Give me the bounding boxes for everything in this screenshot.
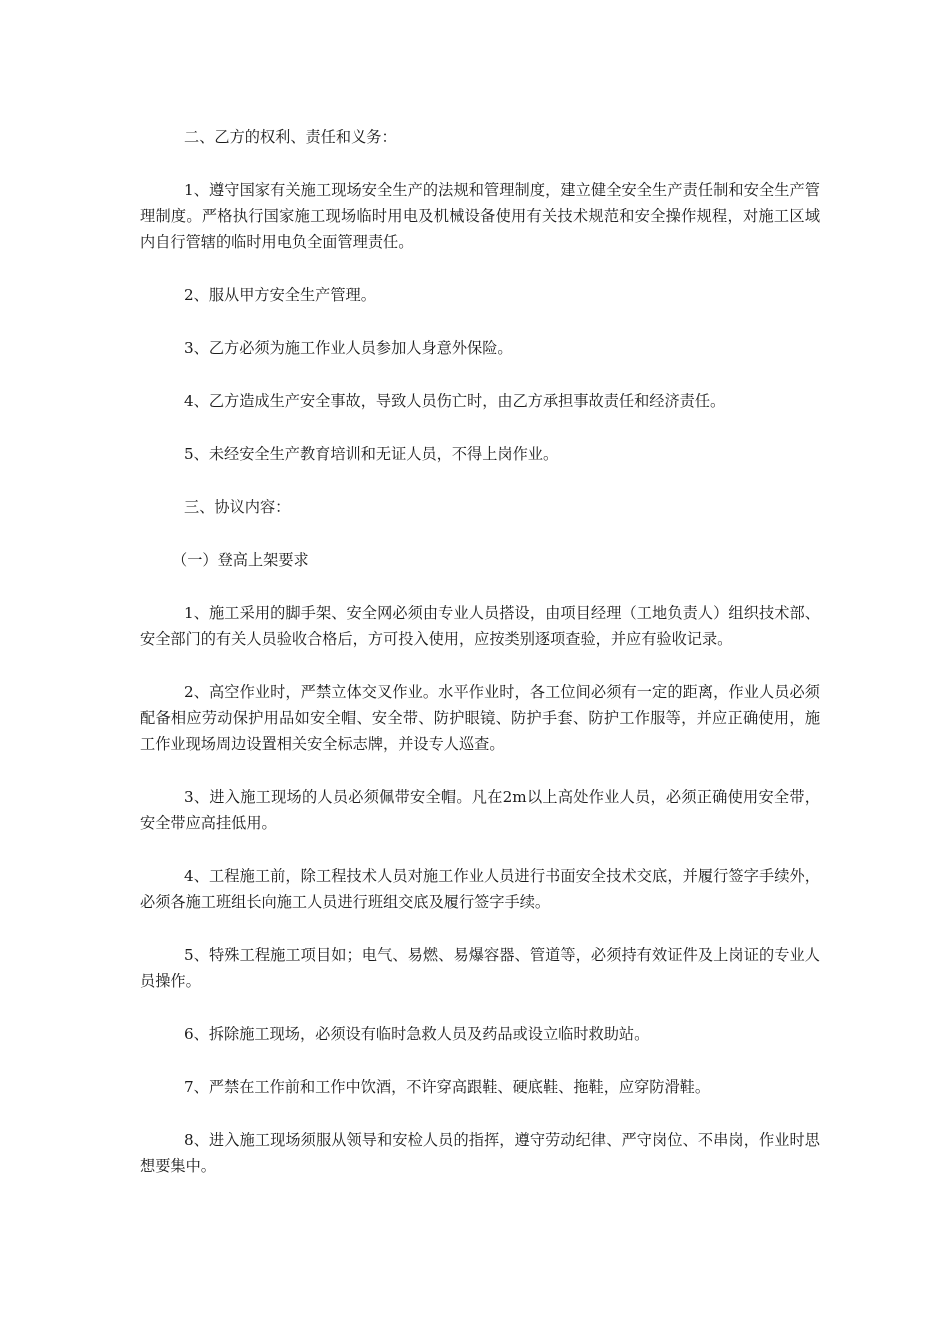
subsection-heading-climbing: （一）登高上架要求 [172,551,309,569]
paragraph-b-3: 3、乙方必须为施工作业人员参加人身意外保险。 [184,339,513,357]
paragraph-climb-7: 7、严禁在工作前和工作中饮酒，不许穿高跟鞋、硬底鞋、拖鞋，应穿防滑鞋。 [184,1078,711,1096]
paragraph-b-2: 2、服从甲方安全生产管理。 [184,286,376,304]
section-heading-agreement-content: 三、协议内容： [184,498,291,516]
paragraph-climb-3: 3、进入施工现场的人员必须佩带安全帽。凡在2m以上高处作业人员，必须正确使用安全带，安全带应高挂低用。 [140,788,820,832]
paragraph-climb-4: 4、工程施工前，除工程技术人员对施工作业人员进行书面安全技术交底，并履行签字手续外，必须各施工班组长向施工人员进行班组交底及履行签字手续。 [140,867,820,911]
document-body [140,124,820,1206]
paragraph-climb-5: 5、特殊工程施工项目如；电气、易燃、易爆容器、管道等，必须持有效证件及上岗证的专业人员操作。 [140,946,820,990]
paragraph-climb-8: 8、进入施工现场须服从领导和安检人员的指挥，遵守劳动纪律、严守岗位、不串岗，作业时思想要集中。 [140,1131,820,1175]
paragraph-climb-1: 1、施工采用的脚手架、安全网必须由专业人员搭设，由项目经理（工地负责人）组织技术部、安全部门的有关人员验收合格后，方可投入使用，应按类别逐项查验，并应有验收记录。 [140,604,820,648]
paragraph-climb-2: 2、高空作业时，严禁立体交叉作业。水平作业时，各工位间必须有一定的距离，作业人员必须配备相应劳动保护用品如安全帽、安全带、防护眼镜、防护手套、防护工作服等，并应正确使用，施工作业现场周边设置相关安全标志牌，并设专人巡查。 [140,683,820,753]
paragraph-climb-6: 6、拆除施工现场，必须设有临时急救人员及药品或设立临时救助站。 [184,1025,650,1043]
paragraph-b-1: 1、遵守国家有关施工现场安全生产的法规和管理制度，建立健全安全生产责任制和安全生产管理制度。严格执行国家施工现场临时用电及机械设备使用有关技术规范和安全操作规程，对施工区域内自行管辖的临时用电负全面管理责任。 [140,181,820,251]
paragraph-b-5: 5、未经安全生产教育培训和无证人员，不得上岗作业。 [184,445,559,463]
section-heading-party-b-rights: 二、乙方的权利、责任和义务： [184,128,397,146]
paragraph-b-4: 4、乙方造成生产安全事故，导致人员伤亡时，由乙方承担事故责任和经济责任。 [184,392,726,410]
